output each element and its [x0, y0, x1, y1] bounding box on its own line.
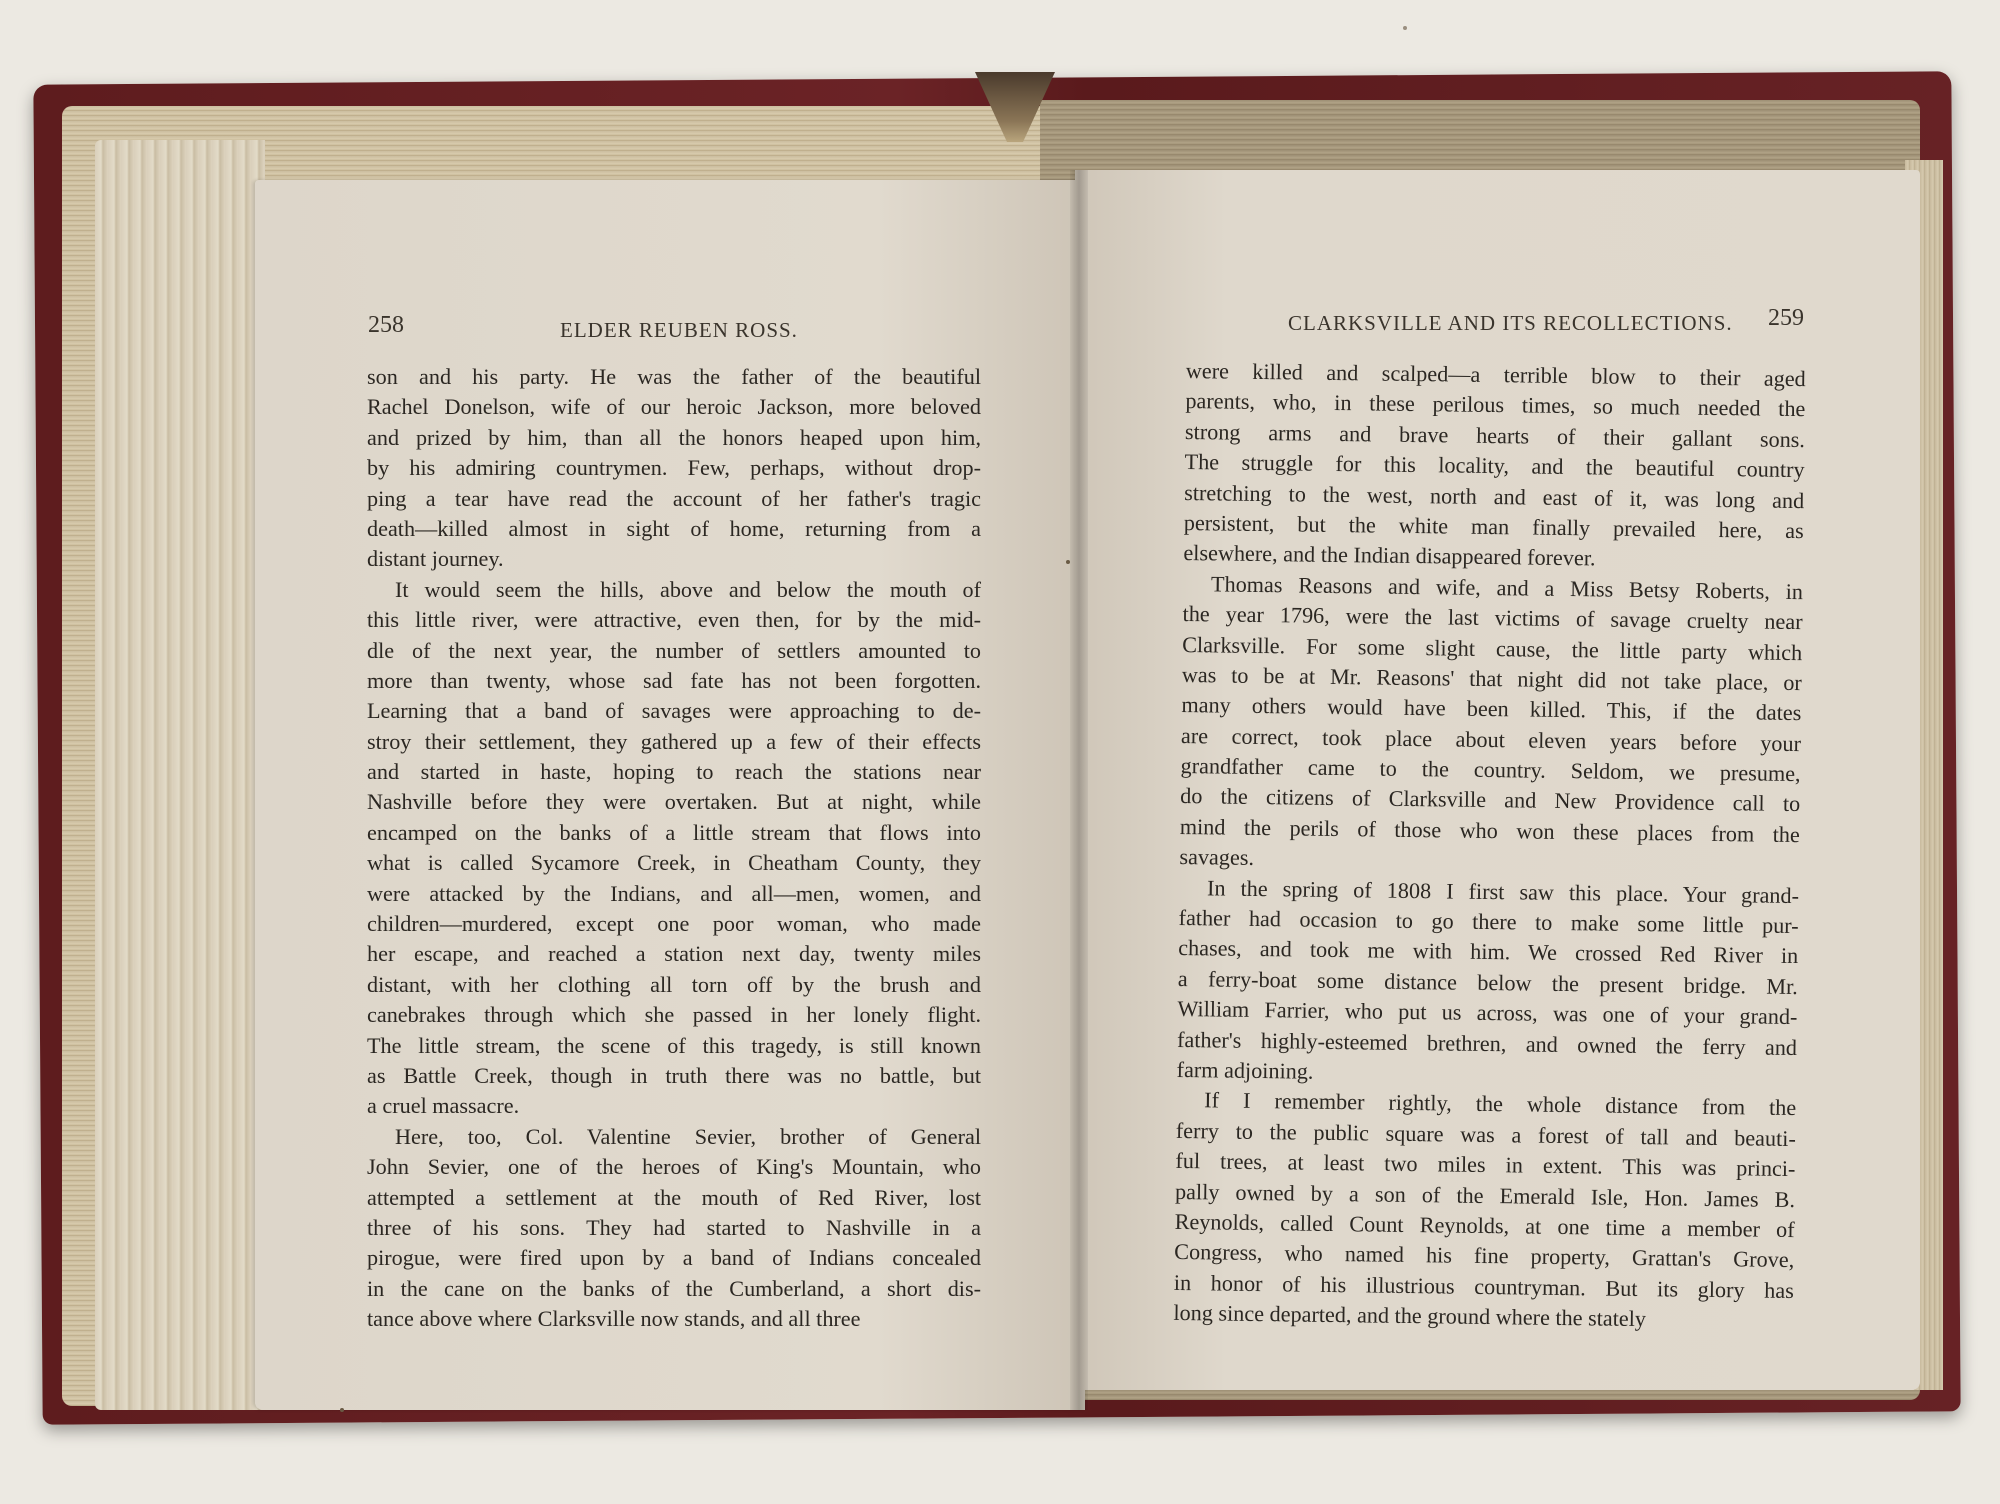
text-line: stretching to the west, north and east of it, was long and	[1184, 479, 1805, 513]
text-line: ful trees, at least two miles in extent. This was princi-	[1175, 1148, 1796, 1182]
text-line: Here, too, Col. Valentine Sevier, brother of General	[395, 1123, 981, 1149]
paper-speck	[1403, 26, 1407, 30]
text-line: children—murdered, except one poor woman, who made	[367, 911, 981, 937]
text-line: The struggle for this locality, and the beautiful country	[1184, 449, 1805, 483]
text-line: parents, who, in these perilous times, so much needed the	[1185, 388, 1806, 422]
text-line: pally owned by a son of the Emerald Isle, Hon. James B.	[1174, 1178, 1796, 1212]
text-line: John Sevier, one of the heroes of King's Mountain, who	[367, 1154, 981, 1180]
text-line: many others would have been killed. This, if the dates	[1181, 692, 1802, 726]
text-line: do the citizens of Clarksville and New Providence call to	[1180, 783, 1801, 817]
side-leaves-left	[95, 140, 265, 1410]
text-line: distant journey.	[367, 546, 504, 572]
text-line: were attacked by the Indians, and all—men, women, and	[367, 880, 981, 906]
text-line: ferry to the public square was a forest of tall and beauti-	[1175, 1117, 1796, 1151]
paper-speck	[1066, 560, 1070, 564]
text-line: father had occasion to go there to make some little pur-	[1178, 904, 1799, 939]
text-line: Reynolds, called Count Reynolds, at one time a member of	[1174, 1208, 1795, 1242]
text-line: attempted a settlement at the mouth of Red River, lost	[367, 1184, 981, 1210]
text-line: Learning that a band of savages were approaching to de-	[367, 698, 981, 724]
text-line: death—killed almost in sight of home, returning from a	[367, 515, 981, 541]
left-running-head: ELDER REUBEN ROSS.	[560, 318, 798, 342]
text-line: farm adjoining.	[1176, 1056, 1314, 1084]
text-line: Clarksville. For some slight cause, the little party which	[1182, 631, 1803, 665]
text-line: a cruel massacre.	[367, 1093, 520, 1119]
right-page-number: 259	[1768, 305, 1804, 331]
text-line: William Farrier, who put us across, was one of your grand-	[1177, 996, 1798, 1030]
paper-speck	[340, 1408, 344, 1412]
text-line: stroy their settlement, they gathered up a few of their effects	[367, 728, 981, 754]
text-line: as Battle Creek, though in truth there was no battle, but	[367, 1062, 981, 1088]
text-line: pirogue, were fired upon by a band of Indians concealed	[367, 1245, 981, 1271]
text-line: by his admiring countrymen. Few, perhaps, without drop-	[367, 455, 981, 481]
text-line: If I remember rightly, the whole distance from the	[1204, 1087, 1797, 1121]
text-line: Nashville before they were overtaken. But at night, while	[367, 789, 981, 815]
text-line: in the cane on the banks of the Cumberland, a short dis-	[367, 1275, 981, 1301]
text-line: her escape, and reached a station next day, twenty miles	[367, 941, 981, 967]
text-line: a ferry-boat some distance below the present bridge. Mr.	[1177, 965, 1798, 999]
text-line: and started in haste, hoping to reach the stations near	[367, 759, 981, 785]
text-line: canebrakes through which she passed in her lonely flight.	[367, 1002, 981, 1028]
text-line: chases, and took me with him. We crossed Red River in	[1178, 935, 1799, 969]
text-line: and prized by him, than all the honors heaped upon him,	[367, 424, 981, 450]
text-line: ping a tear have read the account of her father's tragic	[367, 485, 981, 511]
text-line: encamped on the banks of a little stream that flows into	[367, 819, 981, 845]
text-line: savages.	[1179, 844, 1255, 871]
text-line: this little river, were attractive, even then, for by the mid-	[367, 607, 981, 633]
page-gutter	[1070, 170, 1088, 1410]
text-line: three of his sons. They had started to Nashville in a	[367, 1214, 981, 1240]
text-line: mind the perils of those who won these places from the	[1179, 813, 1800, 847]
left-page-number: 258	[368, 312, 404, 338]
text-line: in honor of his illustrious countryman. But its glory has	[1173, 1269, 1794, 1303]
text-line: The little stream, the scene of this tragedy, is still known	[367, 1032, 981, 1058]
text-line: Rachel Donelson, wife of our heroic Jackson, more beloved	[367, 394, 981, 420]
text-line: long since departed, and the ground where the stately	[1173, 1300, 1647, 1332]
text-line: son and his party. He was the father of the beautiful	[367, 364, 981, 389]
text-line: was to be at Mr. Reasons' that night did not take place, or	[1181, 661, 1802, 695]
text-line: more than twenty, whose sad fate has not been forgotten.	[367, 667, 981, 693]
text-line: the year 1796, were the last victims of savage cruelty near	[1182, 601, 1803, 635]
right-page-text	[1173, 356, 1806, 1337]
left-page-text	[367, 362, 981, 1335]
text-line: distant, with her clothing all torn off by the brush and	[367, 971, 981, 997]
text-line: Congress, who named his fine property, Grattan's Grove,	[1174, 1239, 1795, 1273]
text-line: strong arms and brave hearts of their gallant sons.	[1184, 418, 1806, 452]
text-line: tance above where Clarksville now stands, and all three	[367, 1306, 861, 1332]
text-line: In the spring of 1808 I first saw this place. Your grand-	[1206, 874, 1800, 908]
text-line: father's highly-esteemed brethren, and owned the ferry and	[1176, 1026, 1798, 1060]
text-line: It would seem the hills, above and below the mouth of	[395, 576, 981, 602]
text-line: what is called Sycamore Creek, in Cheatham County, they	[367, 850, 981, 876]
text-line: dle of the next year, the number of settlers amounted to	[367, 637, 981, 663]
text-line: are correct, took place about eleven years before your	[1180, 722, 1802, 756]
text-line: were killed and scalped—a terrible blow to their aged	[1185, 357, 1806, 392]
text-line: Thomas Reasons and wife, and a Miss Betsy Roberts, in	[1210, 571, 1804, 604]
text-line: persistent, but the white man finally prevailed here, as	[1183, 509, 1804, 544]
right-running-head: CLARKSVILLE AND ITS RECOLLECTIONS.	[1288, 311, 1733, 335]
text-line: grandfather came to the country. Seldom, we presume,	[1180, 753, 1801, 787]
text-line: elsewhere, and the Indian disappeared forever.	[1183, 540, 1596, 571]
